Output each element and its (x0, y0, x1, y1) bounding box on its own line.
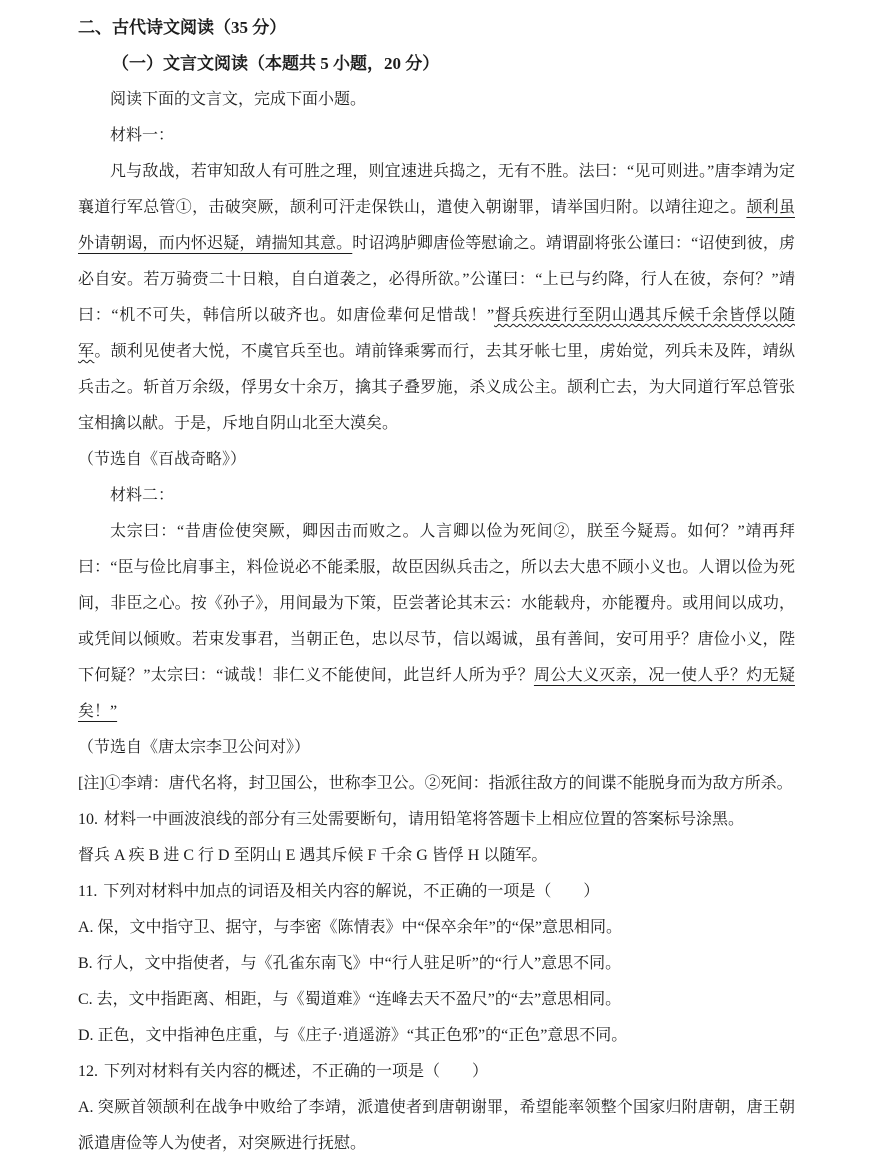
question-12-stem: 下列对材料有关内容的概述，不正确的一项是（ ） (104, 1063, 489, 1080)
wavy-underlined-text: 督兵疾进行至阴山遇其斥候千余皆俘以随军 (78, 307, 795, 360)
material-1-label: 材料一： (110, 127, 175, 144)
question-11-stem: 下列对材料中加点的词语及相关内容的解说，不正确的一项是（ ） (103, 883, 600, 900)
question-12-number: 12. (78, 1063, 98, 1080)
question-12-option-a: A. 突厥首领颉利在战争中败给了李靖，派遣使者到唐朝谢罪，希望能率领整个国家归附唐朝，唐王朝派遣唐俭等人为使者，对突厥进行抚慰。 (78, 1099, 795, 1152)
question-11-number: 11. (78, 883, 98, 900)
question-12-stem-line (78, 1054, 795, 1090)
material-1-text (78, 154, 795, 442)
material-2-text (78, 514, 795, 730)
question-11-option-a: A. 保，文中指守卫、据守，与李密《陈情表》中“保卒余年”的“保”意思相同。 (78, 919, 622, 936)
question-10-number: 10. (78, 811, 98, 828)
question-10-stem-line (78, 802, 795, 838)
section-title: 二、古代诗文阅读（35 分） (78, 18, 287, 37)
footnote: [注]①李靖：唐代名将，封卫国公，世称李卫公。②死间：指派往敌方的间谍不能脱身而为敌方所杀。 (78, 775, 793, 792)
underlined-text: 周公大义灭亲，况一使人乎？灼无疑矣！” (78, 667, 795, 720)
question-11-option-d: D. 正色，文中指神色庄重，与《庄子·逍遥游》“其正色邪”的“正色”意思不同。 (78, 1027, 628, 1044)
plain-text: 太宗曰：“昔唐俭使突厥，卿因击而败之。人言卿以俭为死间②，朕至今疑焉。如何？”靖再拜曰：“臣与俭比肩事主，料俭说必不能柔服，故臣因纵兵击之，所以去大患不顾小义也。人谓以俭为死间，非臣之心。按《孙子》，用间最为下策，臣尝著论其末云：水能载舟，亦能覆舟。或用间以成功，或凭间以倾败。若束发事君，当朝正色，忠以尽节，信以竭诚，虽有善间，安可用乎？唐俭小义，陛下何疑？”太宗曰：“诚哉！非仁义不能使间，此岂纤人所为乎？ (78, 523, 795, 684)
question-11-stem-line (78, 874, 795, 910)
material-2-source: （节选自《唐太宗李卫公问对》） (78, 739, 311, 756)
material-2-label: 材料二： (110, 487, 175, 504)
question-11-option-b: B. 行人，文中指使者，与《孔雀东南飞》中“行人驻足听”的“行人”意思不同。 (78, 955, 622, 972)
question-11-option-c: C. 去，文中指距离、相距，与《蜀道难》“连峰去天不盈尺”的“去”意思相同。 (78, 991, 622, 1008)
material-1-source: （节选自《百战奇略》） (78, 451, 247, 468)
plain-text: 时诏鸿胪卿唐俭等慰谕之。靖谓副将张公谨曰：“诏使到彼，虏必自安。若万骑赍二十日粮，自白道袭之，必得所欲。”公谨曰：“上已与约降，行人在彼，奈何？”靖曰：“机不可失，韩信所以破齐也。如唐俭辈何足惜哉！” (78, 235, 795, 324)
intro-text: 阅读下面的文言文，完成下面小题。 (110, 91, 367, 108)
underlined-text: 颉利虽外请朝谒，而内怀迟疑，靖揣知其意。 (78, 199, 795, 252)
question-10-pause-options: 督兵 A 疾 B 进 C 行 D 至阴山 E 遇其斥候 F 千余 G 皆俘 H 以随军。 (78, 847, 548, 864)
plain-text: 凡与敌战，若审知敌人有可胜之理，则宜速进兵捣之，无有不胜。法曰：“见可则进。”唐李靖为定襄道行军总管①，击破突厥，颉利可汗走保铁山，遣使入朝谢罪，请举国归附。以靖往迎之。 (78, 163, 795, 216)
plain-text: 。颉利见使者大悦，不虞官兵至也。靖前锋乘雾而行，去其牙帐七里，虏始觉，列兵未及阵，靖纵兵击之。斩首万余级，俘男女十余万，擒其子叠罗施，杀义成公主。颉利亡去，为大同道行军总管张宝相擒以献。于是，斥地自阴山北至大漠矣。 (78, 343, 795, 432)
question-10-stem: 材料一中画波浪线的部分有三处需要断句，请用铅笔将答题卡上相应位置的答案标号涂黑。 (104, 811, 745, 828)
subsection-title: （一）文言文阅读（本题共 5 小题，20 分） (112, 54, 440, 73)
